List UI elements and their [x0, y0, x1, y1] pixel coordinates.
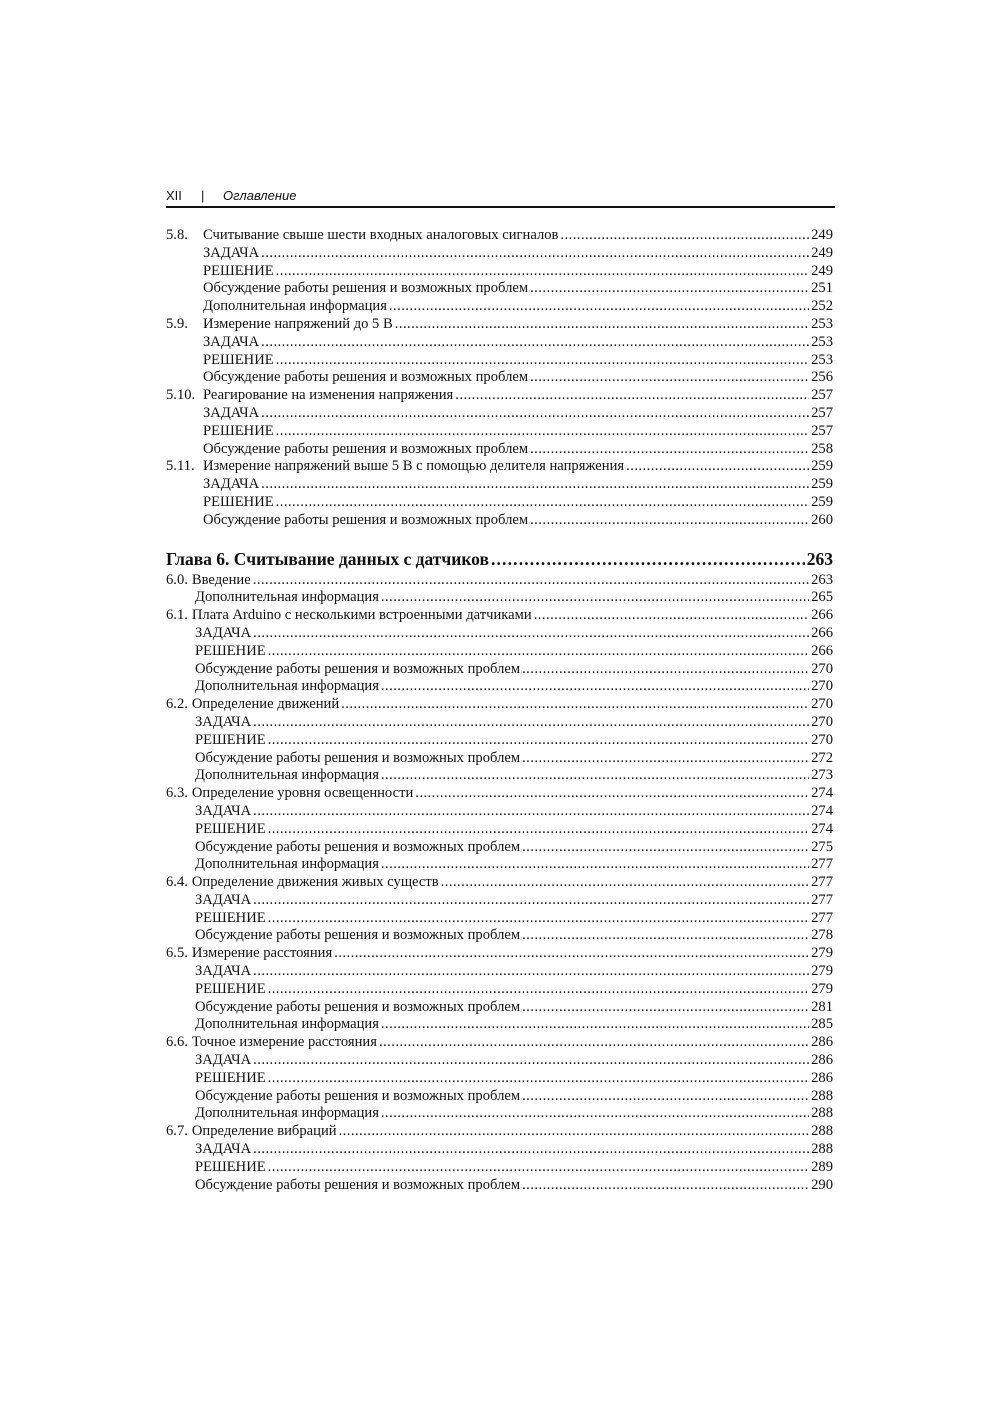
toc-entry[interactable]: [166, 910, 833, 928]
entry-number: 6.6.: [166, 1034, 188, 1051]
toc-entry[interactable]: [166, 625, 833, 643]
toc-entry[interactable]: [166, 1016, 833, 1034]
entry-number: 6.4.: [166, 874, 188, 891]
entry-number: 5.11.: [166, 458, 195, 475]
entry-page: 279: [811, 980, 833, 997]
dot-leader: [253, 892, 809, 910]
entry-page: 249: [811, 227, 833, 243]
entry-title: Измерение напряжений выше 5 В с помощью делителя напряжения: [203, 458, 625, 475]
entry-page: 286: [811, 1052, 833, 1069]
entry-title: РЕШЕНИЕ: [203, 422, 274, 439]
entry-page: 253: [811, 315, 833, 332]
header-rule: [166, 206, 835, 208]
entry-page: 270: [811, 731, 833, 748]
entry-title: Измерение напряжений до 5 В: [203, 315, 393, 332]
toc-entry[interactable]: [166, 405, 833, 423]
entry-title: Реагирование на изменения напряжения: [203, 387, 454, 404]
toc-entry[interactable]: [166, 369, 833, 387]
entry-title: ЗАДАЧА: [203, 333, 260, 350]
entry-number: 6.2.: [166, 696, 188, 713]
entry-title: Точное измерение расстояния: [191, 1034, 377, 1051]
dot-leader: [334, 945, 809, 963]
dot-leader: [268, 981, 809, 999]
entry-page: 259: [811, 458, 833, 475]
entry-page: 252: [811, 298, 833, 315]
toc-entry[interactable]: [166, 785, 833, 803]
toc-entry[interactable]: [166, 696, 833, 714]
dot-leader: [341, 696, 809, 714]
entry-page: 270: [811, 678, 833, 695]
dot-leader: [415, 785, 809, 803]
dot-leader: [534, 607, 809, 625]
entry-title: Обсуждение работы решения и возможных проблем: [195, 1087, 521, 1104]
dot-leader: [522, 750, 809, 768]
entry-title: Обсуждение работы решения и возможных проблем: [195, 1176, 521, 1193]
entry-title: Измерение расстояния: [191, 945, 333, 962]
entry-title: РЕШЕНИЕ: [195, 820, 266, 837]
entry-title: Обсуждение работы решения и возможных проблем: [203, 369, 529, 386]
toc-entry[interactable]: [166, 1052, 833, 1070]
entry-title: Считывание свыше шести входных аналоговых сигналов: [203, 227, 559, 243]
toc-entry[interactable]: [166, 661, 833, 679]
entry-page: 286: [811, 1034, 833, 1051]
entry-number: 6.0.: [166, 571, 188, 588]
dot-leader: [626, 458, 809, 476]
entry-page: 266: [811, 607, 833, 624]
entry-page: 249: [811, 262, 833, 279]
toc-entry[interactable]: [166, 732, 833, 750]
entry-page: 270: [811, 713, 833, 730]
entry-page: 272: [811, 749, 833, 766]
entry-page: 258: [811, 440, 833, 457]
toc-entry[interactable]: [166, 999, 833, 1017]
entry-page: 275: [811, 838, 833, 855]
dot-leader: [560, 227, 809, 245]
dot-leader: [253, 1141, 809, 1159]
entry-title: РЕШЕНИЕ: [195, 1069, 266, 1086]
entry-page: 266: [811, 642, 833, 659]
dot-leader: [381, 1016, 809, 1034]
dot-leader: [522, 1177, 809, 1195]
entry-title: Дополнительная информация: [195, 678, 379, 695]
dot-leader: [522, 1088, 809, 1106]
entry-title: ЗАДАЧА: [195, 891, 252, 908]
entry-title: Обсуждение работы решения и возможных проблем: [195, 998, 521, 1015]
dot-leader: [253, 625, 809, 643]
entry-title: РЕШЕНИЕ: [195, 980, 266, 997]
toc-entry[interactable]: [166, 512, 833, 530]
entry-title: Глава 6. Считывание данных с датчиков: [166, 548, 489, 569]
entry-number: 5.8.: [166, 227, 188, 243]
entry-page: 273: [811, 767, 833, 784]
entry-title: Плата Arduino с несколькими встроенными датчиками: [191, 607, 532, 624]
entry-page: 256: [811, 369, 833, 386]
toc-entry[interactable]: [166, 298, 833, 316]
toc-entry[interactable]: [166, 1088, 833, 1106]
entry-page: 281: [811, 998, 833, 1015]
dot-leader: [261, 245, 809, 263]
entry-number: 6.1.: [166, 607, 188, 624]
entry-title: Дополнительная информация: [195, 767, 379, 784]
toc-entry[interactable]: [166, 476, 833, 494]
entry-page: 285: [811, 1016, 833, 1033]
dot-leader: [522, 927, 809, 945]
entry-page: 270: [811, 660, 833, 677]
entry-title: Обсуждение работы решения и возможных проблем: [195, 838, 521, 855]
entry-title: Дополнительная информация: [195, 856, 379, 873]
toc-entry[interactable]: [166, 821, 833, 839]
dot-leader: [522, 999, 809, 1017]
toc-entry[interactable]: [166, 981, 833, 999]
toc-chapter-entry[interactable]: [166, 547, 833, 572]
toc-entry[interactable]: [166, 352, 833, 370]
entry-title: Дополнительная информация: [195, 1105, 379, 1122]
entry-title: Обсуждение работы решения и возможных проблем: [203, 280, 529, 297]
entry-title: Определение движений: [191, 696, 340, 713]
dot-leader: [276, 263, 809, 281]
entry-title: ЗАДАЧА: [203, 476, 260, 493]
entry-title: Обсуждение работы решения и возможных проблем: [203, 511, 529, 528]
dot-leader: [276, 494, 809, 512]
dot-leader: [268, 732, 809, 750]
toc-entry[interactable]: [166, 572, 833, 590]
entry-page: 260: [811, 511, 833, 528]
entry-page: 253: [811, 351, 833, 368]
entry-page: 257: [811, 422, 833, 439]
dot-leader: [253, 714, 809, 732]
entry-title: Обсуждение работы решения и возможных проблем: [203, 440, 529, 457]
entry-title: ЗАДАЧА: [203, 404, 260, 421]
dot-leader: [530, 280, 809, 298]
entry-number: 6.3.: [166, 785, 188, 802]
entry-page: 286: [811, 1069, 833, 1086]
entry-title: ЗАДАЧА: [195, 802, 252, 819]
toc-entry[interactable]: [166, 1034, 833, 1052]
entry-title: ЗАДАЧА: [195, 963, 252, 980]
entry-title: ЗАДАЧА: [195, 713, 252, 730]
dot-leader: [268, 821, 809, 839]
entry-number: 5.10.: [166, 387, 196, 404]
entry-title: Определение движения живых существ: [191, 874, 439, 891]
dot-leader: [395, 316, 809, 334]
entry-page: 265: [811, 589, 833, 606]
running-header: [166, 188, 835, 206]
entry-page: 279: [811, 963, 833, 980]
entry-page: 259: [811, 476, 833, 493]
toc-entry[interactable]: [166, 767, 833, 785]
entry-title: РЕШЕНИЕ: [195, 731, 266, 748]
entry-title: Дополнительная информация: [203, 298, 387, 315]
dot-leader: [455, 387, 809, 405]
toc-entry[interactable]: [166, 280, 833, 298]
toc-entry[interactable]: [166, 263, 833, 281]
dot-leader: [268, 1159, 809, 1177]
entry-page: 278: [811, 927, 833, 944]
dot-leader: [253, 1052, 809, 1070]
entry-number: 6.7.: [166, 1123, 188, 1140]
entry-page: 263: [806, 548, 833, 569]
entry-title: Обсуждение работы решения и возможных проблем: [195, 927, 521, 944]
entry-page: 277: [811, 874, 833, 891]
dot-leader: [253, 572, 809, 590]
entry-page: 257: [811, 404, 833, 421]
entry-page: 289: [811, 1158, 833, 1175]
toc-entry[interactable]: [166, 458, 833, 476]
toc-entry[interactable]: [166, 1141, 833, 1159]
entry-page: 274: [811, 802, 833, 819]
toc-entry[interactable]: [166, 1159, 833, 1177]
dot-leader: [253, 963, 809, 981]
dot-leader: [261, 334, 809, 352]
entry-page: 270: [811, 696, 833, 713]
toc-entry[interactable]: [166, 589, 833, 607]
toc-entry[interactable]: [166, 245, 833, 263]
entry-page: 288: [811, 1141, 833, 1158]
toc-entry[interactable]: [166, 874, 833, 892]
toc-entry[interactable]: [166, 945, 833, 963]
entry-title: ЗАДАЧА: [195, 1141, 252, 1158]
toc-entry[interactable]: [166, 963, 833, 981]
dot-leader: [268, 910, 809, 928]
entry-title: ЗАДАЧА: [195, 624, 252, 641]
toc-entry[interactable]: [166, 1177, 833, 1195]
entry-title: РЕШЕНИЕ: [195, 642, 266, 659]
entry-title: РЕШЕНИЕ: [195, 909, 266, 926]
dot-leader: [522, 661, 809, 679]
toc-entry[interactable]: [166, 227, 833, 245]
toc-entry[interactable]: [166, 892, 833, 910]
entry-title: РЕШЕНИЕ: [195, 1158, 266, 1175]
entry-number: 6.5.: [166, 945, 188, 962]
entry-page: 274: [811, 820, 833, 837]
toc-entry[interactable]: [166, 839, 833, 857]
dot-leader: [261, 476, 809, 494]
dot-leader: [530, 441, 809, 459]
dot-leader: [381, 678, 809, 696]
dot-leader: [381, 856, 809, 874]
header-title: Оглавление: [223, 188, 297, 203]
dot-leader: [261, 405, 809, 423]
dot-leader: [268, 1070, 809, 1088]
entry-page: 290: [811, 1176, 833, 1193]
dot-leader: [268, 643, 809, 661]
entry-page: 279: [811, 945, 833, 962]
toc-entry[interactable]: [166, 678, 833, 696]
entry-page: 259: [811, 493, 833, 510]
entry-title: Дополнительная информация: [195, 589, 379, 606]
entry-title: РЕШЕНИЕ: [203, 262, 274, 279]
dot-leader: [522, 839, 809, 857]
toc-entry[interactable]: [166, 316, 833, 334]
toc-entry[interactable]: [166, 1123, 833, 1141]
entry-page: 277: [811, 891, 833, 908]
toc-entry[interactable]: [166, 441, 833, 459]
entry-title: ЗАДАЧА: [195, 1052, 252, 1069]
entry-page: 288: [811, 1123, 833, 1140]
toc-entry[interactable]: [166, 1070, 833, 1088]
toc-entry[interactable]: [166, 714, 833, 732]
toc-entry[interactable]: [166, 607, 833, 625]
entry-page: 253: [811, 333, 833, 350]
dot-leader: [441, 874, 809, 892]
entry-page: 274: [811, 785, 833, 802]
entry-title: Дополнительная информация: [195, 1016, 379, 1033]
dot-leader: [381, 589, 809, 607]
entry-title: Определение вибраций: [191, 1123, 337, 1140]
entry-number: 5.9.: [166, 315, 188, 332]
toc-entry[interactable]: [166, 1105, 833, 1123]
dot-leader: [253, 803, 809, 821]
toc-entry[interactable]: [166, 927, 833, 945]
toc-entry[interactable]: [166, 387, 833, 405]
toc-entry[interactable]: [166, 856, 833, 874]
dot-leader: [530, 369, 809, 387]
entry-page: 288: [811, 1087, 833, 1104]
entry-title: Определение уровня освещенности: [191, 785, 414, 802]
entry-page: 263: [811, 571, 833, 588]
dot-leader: [491, 547, 805, 572]
entry-page: 251: [811, 280, 833, 297]
toc-entry[interactable]: [166, 643, 833, 661]
dot-leader: [389, 298, 809, 316]
entry-page: 277: [811, 909, 833, 926]
page-number: XII: [166, 188, 182, 203]
entry-page: 266: [811, 624, 833, 641]
entry-page: 277: [811, 856, 833, 873]
entry-page: 249: [811, 244, 833, 261]
dot-leader: [339, 1123, 810, 1141]
table-of-contents: [166, 227, 833, 1194]
dot-leader: [530, 512, 809, 530]
entry-title: РЕШЕНИЕ: [203, 351, 274, 368]
entry-title: Обсуждение работы решения и возможных проблем: [195, 749, 521, 766]
entry-title: Обсуждение работы решения и возможных проблем: [195, 660, 521, 677]
entry-title: ЗАДАЧА: [203, 244, 260, 261]
entry-title: Введение: [191, 571, 251, 588]
toc-entry[interactable]: [166, 423, 833, 441]
dot-leader: [381, 1105, 809, 1123]
toc-entry[interactable]: [166, 334, 833, 352]
dot-leader: [276, 423, 809, 441]
toc-entry[interactable]: [166, 494, 833, 512]
entry-page: 257: [811, 387, 833, 404]
dot-leader: [276, 352, 809, 370]
dot-leader: [379, 1034, 809, 1052]
toc-entry[interactable]: [166, 803, 833, 821]
entry-title: РЕШЕНИЕ: [203, 493, 274, 510]
entry-page: 288: [811, 1105, 833, 1122]
toc-entry[interactable]: [166, 750, 833, 768]
dot-leader: [381, 767, 809, 785]
header-separator: |: [201, 188, 205, 203]
